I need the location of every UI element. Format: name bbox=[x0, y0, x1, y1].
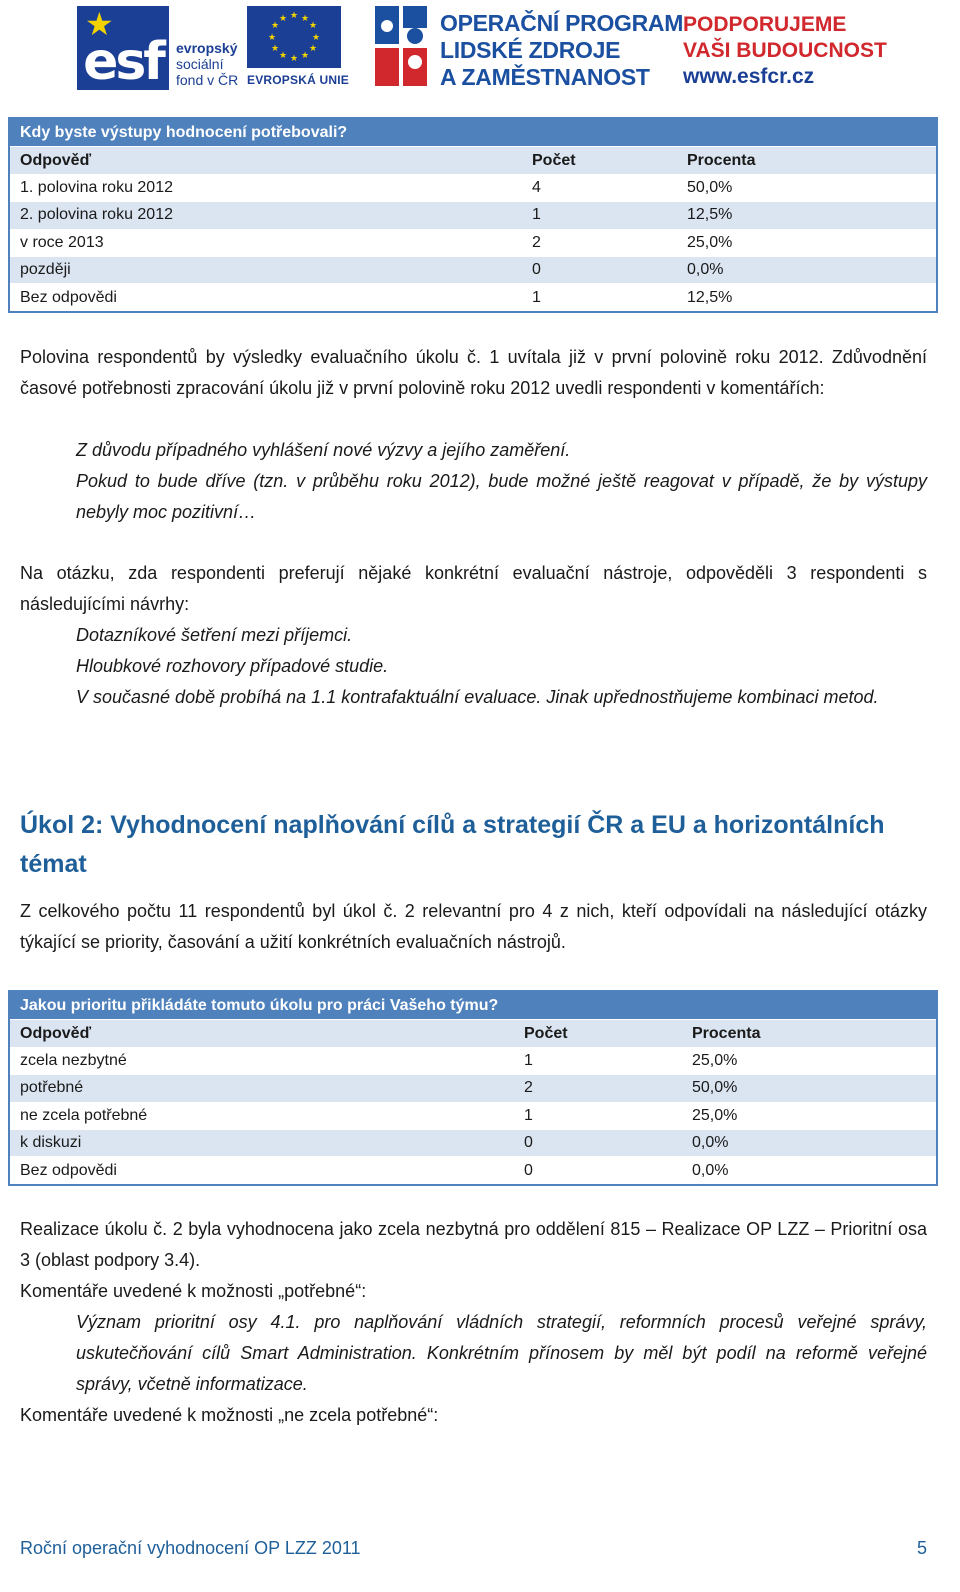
cell-count: 4 bbox=[532, 178, 541, 196]
cell-count: 2 bbox=[532, 233, 541, 251]
svg-text:★: ★ bbox=[278, 14, 288, 24]
cell-count: 0 bbox=[532, 261, 541, 279]
op-lzz-title bbox=[440, 10, 683, 91]
svg-text:★: ★ bbox=[311, 33, 321, 43]
column-header-answer: Odpověď bbox=[20, 151, 92, 169]
svg-text:★: ★ bbox=[267, 33, 277, 43]
table-row bbox=[10, 201, 936, 228]
table-task-priority bbox=[8, 990, 938, 1186]
cell-percent: 50,0% bbox=[692, 1079, 738, 1097]
svg-text:★: ★ bbox=[300, 14, 310, 24]
quote-comment-2: Pokud to bude dříve (tzn. v průběhu roku 2012), bude možné ještě reagovat v případě, že by výstupy nebyly moc pozitivní… bbox=[76, 471, 927, 522]
table-row bbox=[10, 256, 936, 283]
footer-divider bbox=[10, 1534, 935, 1535]
svg-text:★: ★ bbox=[308, 44, 318, 54]
quote-comment-1: Z důvodu případného vyhlášení nové výzvy a jejího zaměření. bbox=[76, 440, 571, 460]
slogan-url: www.esfcr.cz bbox=[683, 65, 815, 88]
cell-count: 0 bbox=[524, 1161, 533, 1179]
op-line-1: OPERAČNÍ PROGRAM bbox=[440, 10, 684, 36]
table-row bbox=[10, 283, 936, 310]
page-footer bbox=[0, 1530, 960, 1592]
slogan-line-2: VAŠI BUDOUCNOST bbox=[683, 39, 887, 62]
esf-line-3: fond v ČR bbox=[176, 72, 239, 88]
table-row bbox=[10, 1102, 936, 1129]
cell-answer: Bez odpovědi bbox=[20, 288, 117, 306]
cell-count: 1 bbox=[532, 288, 541, 306]
cell-percent: 50,0% bbox=[687, 178, 733, 196]
cell-answer: později bbox=[20, 261, 71, 279]
svg-text:★: ★ bbox=[278, 51, 288, 61]
paragraph-comments-needed: Komentáře uvedené k možnosti „potřebné“: bbox=[20, 1281, 367, 1301]
cell-percent: 25,0% bbox=[687, 233, 733, 251]
cell-answer: ne zcela potřebné bbox=[20, 1106, 148, 1124]
paragraph-comments-not-needed: Komentáře uvedené k možnosti „ne zcela potřebné“: bbox=[20, 1405, 439, 1425]
cell-percent: 12,5% bbox=[687, 288, 733, 306]
section-heading-task-2: Úkol 2: Vyhodnocení naplňování cílů a strategií ČR a EU a horizontálních témat bbox=[20, 811, 885, 878]
column-header-percent: Procenta bbox=[687, 151, 756, 169]
cell-answer: 2. polovina roku 2012 bbox=[20, 206, 173, 224]
table-output-timing bbox=[8, 117, 938, 313]
cell-percent: 0,0% bbox=[692, 1161, 729, 1179]
svg-text:★: ★ bbox=[308, 21, 318, 31]
cell-count: 1 bbox=[524, 1051, 533, 1069]
cell-answer: potřebné bbox=[20, 1079, 84, 1097]
cell-answer: zcela nezbytné bbox=[20, 1051, 127, 1069]
cell-answer: Bez odpovědi bbox=[20, 1161, 117, 1179]
cell-percent: 25,0% bbox=[692, 1106, 738, 1124]
cell-answer: v roce 2013 bbox=[20, 233, 104, 251]
table-row bbox=[10, 1129, 936, 1156]
page-number: 5 bbox=[916, 1538, 927, 1558]
paragraph-timing-summary: Polovina respondentů by výsledky evaluačního úkolu č. 1 uvítala již v první polovině roku 2012. Zdůvodnění časové potřebnosti zpracování úkolu již v první polovině roku 2012 uvedli respondenti v komentářích: bbox=[20, 347, 927, 398]
column-header-count: Počet bbox=[532, 151, 576, 169]
svg-text:★: ★ bbox=[289, 11, 299, 21]
svg-text:★: ★ bbox=[270, 21, 280, 31]
table-row bbox=[10, 174, 936, 201]
paragraph-priority-result: Realizace úkolu č. 2 byla vyhodnocena jako zcela nezbytná pro oddělení 815 – Realizace OP LZZ – Prioritní osa 3 (oblast podpory 3.4). bbox=[20, 1219, 927, 1270]
cell-count: 0 bbox=[524, 1134, 533, 1152]
op-line-3: A ZAMĚSTNANOST bbox=[440, 64, 650, 90]
table-row bbox=[10, 1047, 936, 1074]
cell-percent: 0,0% bbox=[692, 1134, 729, 1152]
svg-text:★: ★ bbox=[270, 44, 280, 54]
cell-percent: 12,5% bbox=[687, 206, 733, 224]
table-header-row bbox=[10, 146, 936, 173]
paragraph-task-2-intro: Z celkového počtu 11 respondentů byl úkol č. 2 relevantní pro 4 z nich, kteří odpovídali na následující otázky týkající se priority, časování a užití konkrétních evaluačních nástrojů. bbox=[20, 901, 927, 952]
column-header-count: Počet bbox=[524, 1024, 568, 1042]
slogan-line-1: PODPORUJEME bbox=[683, 13, 847, 36]
footer-title: Roční operační vyhodnocení OP LZZ 2011 bbox=[20, 1538, 361, 1558]
quote-tool-3: V současné době probíhá na 1.1 kontrafaktuální evaluace. Jinak upřednostňujeme kombinaci metod. bbox=[76, 687, 879, 707]
esf-line-1: evropský bbox=[176, 40, 238, 56]
cell-percent: 0,0% bbox=[687, 261, 724, 279]
eu-flag-icon bbox=[247, 6, 341, 68]
esf-logo-text bbox=[176, 40, 238, 88]
op-line-2: LIDSKÉ ZDROJE bbox=[440, 37, 621, 63]
column-header-percent: Procenta bbox=[692, 1024, 761, 1042]
table-title-row bbox=[10, 992, 936, 1019]
op-lzz-emblem-icon bbox=[373, 6, 429, 88]
svg-text:★: ★ bbox=[300, 51, 310, 61]
cell-answer: 1. polovina roku 2012 bbox=[20, 178, 173, 196]
eu-label: EVROPSKÁ UNIE bbox=[247, 73, 349, 87]
star-icon: ★ bbox=[85, 6, 114, 42]
table-title-row bbox=[10, 119, 936, 146]
cell-count: 1 bbox=[524, 1106, 533, 1124]
table-row bbox=[10, 1156, 936, 1183]
quote-comment-needed: Význam prioritní osy 4.1. pro naplňování vládních strategií, reformních procesů veřejné správy, uskutečňování cílů Smart Administration. Konkrétním přínosem by měl být podíl na reformě veřejné správy, včetně informatizace. bbox=[76, 1312, 927, 1394]
quote-tool-1: Dotazníkové šetření mezi příjemci. bbox=[76, 625, 353, 645]
cell-count: 2 bbox=[524, 1079, 533, 1097]
table-header-row bbox=[10, 1019, 936, 1046]
column-header-answer: Odpověď bbox=[20, 1024, 92, 1042]
esf-logo bbox=[77, 6, 169, 90]
cell-percent: 25,0% bbox=[692, 1051, 738, 1069]
esf-logo-letters: esf bbox=[83, 32, 163, 92]
table-title: Jakou prioritu přikládáte tomuto úkolu pro práci Vašeho týmu? bbox=[20, 996, 499, 1014]
esf-line-2: sociální bbox=[176, 56, 224, 72]
table-row bbox=[10, 1074, 936, 1101]
table-title: Kdy byste výstupy hodnocení potřebovali? bbox=[20, 123, 348, 141]
cell-count: 1 bbox=[532, 206, 541, 224]
header-logos bbox=[0, 0, 960, 100]
svg-text:★: ★ bbox=[289, 54, 299, 64]
cell-answer: k diskuzi bbox=[20, 1134, 82, 1152]
quote-tool-2: Hloubkové rozhovory případové studie. bbox=[76, 656, 389, 676]
table-row bbox=[10, 229, 936, 256]
slogan bbox=[683, 12, 887, 90]
paragraph-tools-question: Na otázku, zda respondenti preferují nějaké konkrétní evaluační nástroje, odpověděli 3 respondenti s následujícími návrhy: bbox=[20, 563, 927, 614]
